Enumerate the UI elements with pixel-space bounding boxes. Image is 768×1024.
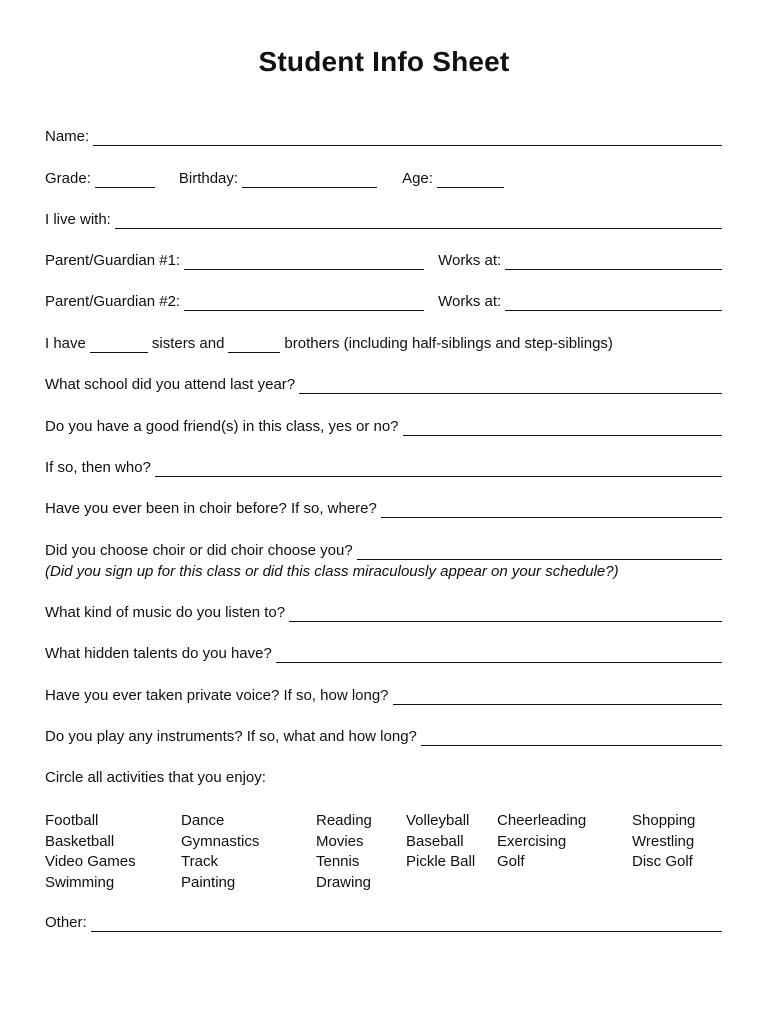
grade-label: Grade: <box>45 170 91 187</box>
private-voice-row <box>45 687 722 705</box>
parent1-row <box>45 252 722 270</box>
activity-item[interactable]: Disc Golf <box>632 853 693 871</box>
choir-before-blank[interactable] <box>381 503 722 518</box>
activity-item[interactable]: Video Games <box>45 853 136 871</box>
friend-label: Do you have a good friend(s) in this class, yes or no? <box>45 418 399 435</box>
parent2-label: Parent/Guardian #2: <box>45 293 181 310</box>
age-label: Age: <box>402 170 433 187</box>
activity-item[interactable]: Volleyball <box>406 812 470 829</box>
sisters-and-label: sisters and <box>151 335 225 352</box>
name-label: Name: <box>45 128 90 145</box>
activity-item[interactable]: Exercising <box>497 832 567 850</box>
activities-column <box>316 811 372 894</box>
name-blank[interactable] <box>93 131 722 146</box>
parent1-label: Parent/Guardian #1: <box>45 252 181 269</box>
private-voice-blank[interactable] <box>393 690 722 705</box>
who-row <box>45 459 722 477</box>
name-row <box>45 128 722 146</box>
parent1-works-blank[interactable] <box>505 255 722 270</box>
i-have-label: I have <box>45 335 86 352</box>
choose-choir-label: Did you choose choir or did choir choose you? <box>45 542 353 559</box>
talents-blank[interactable] <box>276 648 722 663</box>
instruments-row <box>45 728 722 746</box>
friend-blank[interactable] <box>403 421 722 436</box>
grade-birthday-age-row <box>45 170 722 188</box>
other-row <box>45 914 722 932</box>
activity-item[interactable]: Shopping <box>632 812 696 829</box>
activity-item[interactable]: Movies <box>316 832 364 850</box>
music-row <box>45 604 722 622</box>
parent2-blank[interactable] <box>184 296 424 311</box>
instruments-label: Do you play any instruments? If so, what and how long? <box>45 728 417 745</box>
circle-activities-label: Circle all activities that you enjoy: <box>45 769 266 786</box>
choose-choir-row <box>45 542 722 560</box>
activity-item[interactable]: Basketball <box>45 832 115 850</box>
who-label: If so, then who? <box>45 459 151 476</box>
birthday-blank[interactable] <box>242 173 377 188</box>
activity-item[interactable]: Painting <box>181 874 236 892</box>
birthday-label: Birthday: <box>178 170 239 187</box>
live-with-blank[interactable] <box>115 214 722 229</box>
choose-choir-blank[interactable] <box>357 545 722 560</box>
circle-activities-row <box>45 769 722 787</box>
choir-before-label: Have you ever been in choir before? If so, where? <box>45 500 377 517</box>
music-label: What kind of music do you listen to? <box>45 604 286 621</box>
live-with-row <box>45 211 722 229</box>
talents-label: What hidden talents do you have? <box>45 645 272 662</box>
private-voice-label: Have you ever taken private voice? If so, how long? <box>45 687 389 704</box>
activity-item[interactable]: Tennis <box>316 853 360 871</box>
activity-item[interactable]: Dance <box>181 812 225 829</box>
activity-item[interactable]: Pickle Ball <box>406 853 476 871</box>
activities-column <box>406 811 475 873</box>
page-title: Student Info Sheet <box>258 46 510 77</box>
parent1-blank[interactable] <box>184 255 424 270</box>
activity-item[interactable]: Cheerleading <box>497 812 587 829</box>
activity-item[interactable]: Football <box>45 812 99 829</box>
activities-column <box>45 811 136 894</box>
live-with-label: I live with: <box>45 211 111 228</box>
activities-column <box>632 811 695 873</box>
activities-column <box>181 811 259 894</box>
brothers-blank[interactable] <box>228 338 280 353</box>
parent2-works-blank[interactable] <box>505 296 722 311</box>
school-row <box>45 376 722 394</box>
choir-before-row <box>45 500 722 518</box>
school-label: What school did you attend last year? <box>45 376 296 393</box>
age-blank[interactable] <box>437 173 504 188</box>
activity-item[interactable]: Track <box>181 853 218 871</box>
activity-item[interactable]: Wrestling <box>632 832 695 850</box>
activity-item[interactable]: Drawing <box>316 874 372 892</box>
parent2-works-label: Works at: <box>438 293 502 310</box>
sisters-blank[interactable] <box>90 338 148 353</box>
who-blank[interactable] <box>155 462 722 477</box>
choose-choir-note: (Did you sign up for this class or did this class miraculously appear on your schedule?) <box>45 563 619 580</box>
other-label: Other: <box>45 914 87 931</box>
siblings-row <box>45 335 722 353</box>
music-blank[interactable] <box>289 607 722 622</box>
other-blank[interactable] <box>91 917 722 932</box>
grade-blank[interactable] <box>95 173 155 188</box>
friend-row <box>45 418 722 436</box>
activity-item[interactable]: Swimming <box>45 874 115 892</box>
activity-item[interactable]: Baseball <box>406 832 464 850</box>
activity-item[interactable]: Reading <box>316 812 372 829</box>
brothers-label: brothers (including half-siblings and step-siblings) <box>284 335 613 352</box>
activity-item[interactable]: Golf <box>497 853 525 871</box>
activities-column <box>497 811 586 873</box>
instruments-blank[interactable] <box>421 731 722 746</box>
school-blank[interactable] <box>299 379 722 394</box>
parent2-row <box>45 293 722 311</box>
parent1-works-label: Works at: <box>438 252 502 269</box>
activity-item[interactable]: Gymnastics <box>181 832 260 850</box>
talents-row <box>45 645 722 663</box>
